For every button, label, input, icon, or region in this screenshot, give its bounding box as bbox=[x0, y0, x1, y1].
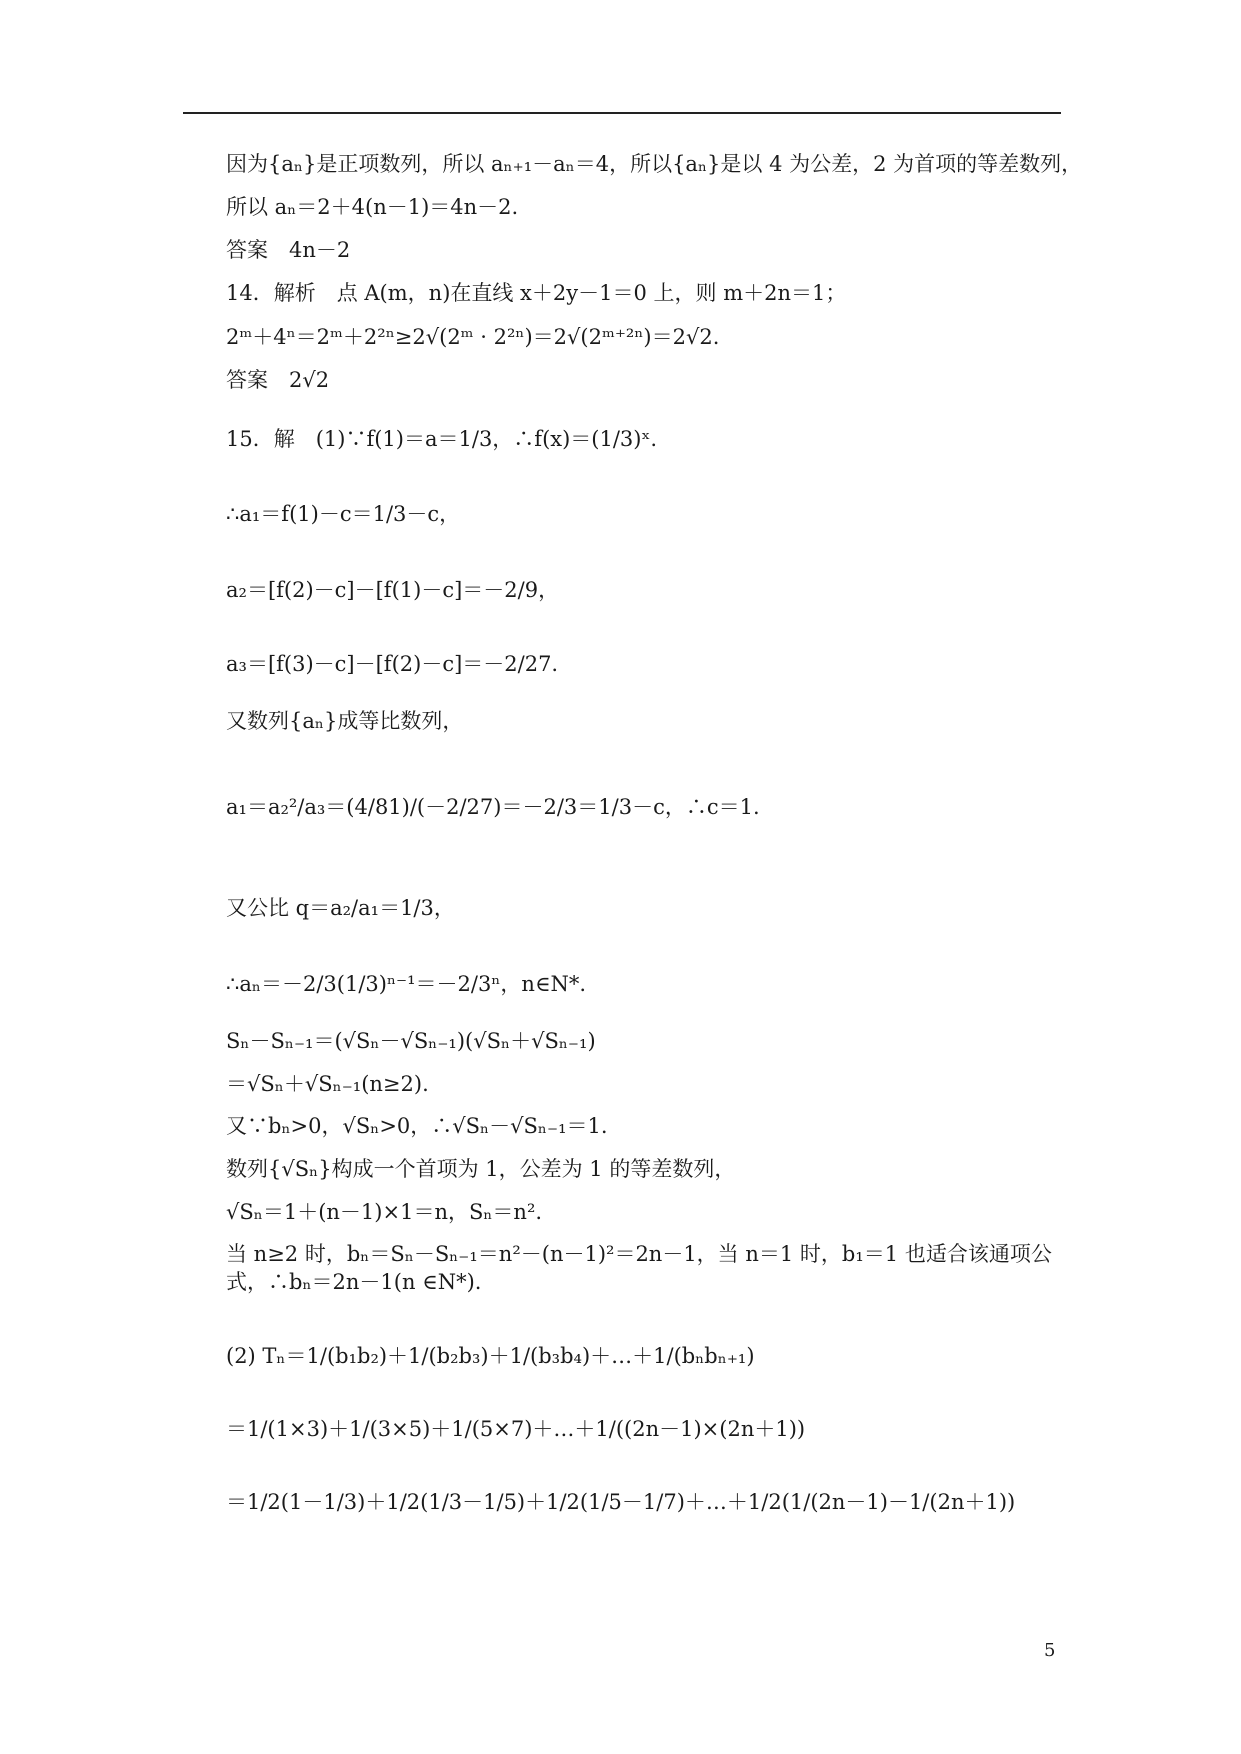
sn-arithmetic: 数列{√Sₙ}构成一个首项为 1，公差为 1 的等差数列， bbox=[226, 1157, 736, 1181]
bn-formula: 当 n≥2 时，bₙ＝Sₙ－Sₙ₋₁＝n²－(n－1)²＝2n－1，当 n＝1 时，b₁＝1 也适合该通项公式，∴bₙ＝2n－1(n ∈N*). bbox=[226, 1242, 1052, 1294]
answer-line-1: 答案 4n－2 bbox=[226, 238, 351, 262]
problem-14-line: 14．解析 点 A(m，n)在直线 x＋2y－1＝0 上，则 m＋2n＝1； bbox=[226, 281, 847, 305]
a1-equation: a₁＝a₂²/a₃＝(4/81)/(－2/27)＝－2/3＝1/3－c，∴c＝1. bbox=[226, 795, 760, 819]
sn-positive: 又∵bₙ>0，√Sₙ>0，∴√Sₙ－√Sₙ₋₁＝1. bbox=[226, 1114, 608, 1138]
tn-split: ＝1/2(1－1/3)＋1/2(1/3－1/5)＋1/2(1/5－1/7)＋…＋1/2(1/(2n－1)－1/(2n＋1)) bbox=[226, 1490, 1016, 1514]
an-formula: ∴aₙ＝－2/3(1/3)ⁿ⁻¹＝－2/3ⁿ，n∈N*. bbox=[226, 972, 587, 996]
sn-value: √Sₙ＝1＋(n－1)×1＝n，Sₙ＝n². bbox=[226, 1200, 543, 1224]
problem-15-line: 15．解 (1)∵f(1)＝a＝1/3，∴f(x)＝(1/3)ˣ. bbox=[226, 427, 658, 451]
a1-line: ∴a₁＝f(1)－c＝1/3－c， bbox=[226, 502, 461, 526]
answer-line-2: 答案 2√2 bbox=[226, 368, 330, 392]
text-line-1: 因为{aₙ}是正项数列，所以 aₙ₊₁－aₙ＝4，所以{aₙ}是以 4 为公差，2 为首项的等差数列， bbox=[226, 152, 1083, 176]
geometric-line: 又数列{aₙ}成等比数列， bbox=[226, 709, 464, 733]
a2-line: a₂＝[f(2)－c]－[f(1)－c]＝－2/9， bbox=[226, 578, 560, 602]
header-rule bbox=[183, 112, 1061, 114]
sn-sum: ＝√Sₙ＋√Sₙ₋₁(n≥2). bbox=[226, 1072, 429, 1096]
a3-line: a₃＝[f(3)－c]－[f(2)－c]＝－2/27. bbox=[226, 652, 559, 676]
tn-expanded: ＝1/(1×3)＋1/(3×5)＋1/(5×7)＋…＋1/((2n－1)×(2n＋1)) bbox=[226, 1417, 806, 1441]
page-number: 5 bbox=[1044, 1640, 1056, 1661]
sn-difference: Sₙ－Sₙ₋₁＝(√Sₙ－√Sₙ₋₁)(√Sₙ＋√Sₙ₋₁) bbox=[226, 1029, 596, 1053]
ratio-line: 又公比 q＝a₂/a₁＝1/3， bbox=[226, 896, 455, 920]
text-line-2: 所以 aₙ＝2＋4(n－1)＝4n－2. bbox=[226, 195, 519, 219]
tn-sum: (2) Tₙ＝1/(b₁b₂)＋1/(b₂b₃)＋1/(b₃b₄)＋…＋1/(bₙbₙ₊₁) bbox=[226, 1344, 755, 1368]
problem-14-formula: 2ᵐ＋4ⁿ＝2ᵐ＋2²ⁿ≥2√(2ᵐ · 2²ⁿ)＝2√(2ᵐ⁺²ⁿ)＝2√2. bbox=[226, 325, 720, 349]
